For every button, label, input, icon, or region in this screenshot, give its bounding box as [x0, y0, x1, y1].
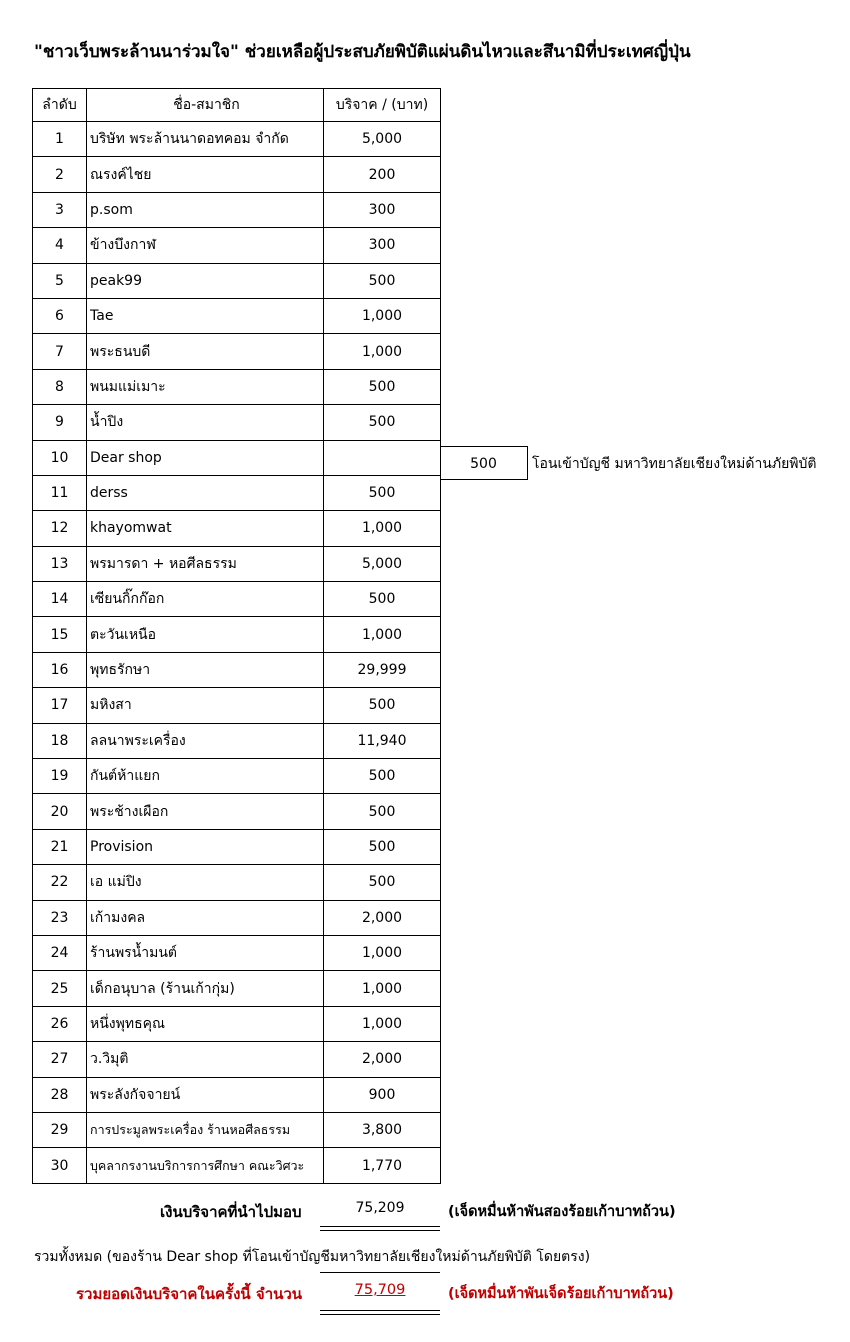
- row-name: ร้านพรน้ำมนต์: [87, 935, 324, 970]
- table-row: [33, 935, 441, 970]
- row-name: ลลนาพระเครื่อง: [87, 723, 324, 758]
- row-name: พระช้างเผือก: [87, 794, 324, 829]
- row-amount: 300: [324, 228, 441, 263]
- grand-double-rule-bottom: [320, 1314, 440, 1315]
- table-row: [33, 865, 441, 900]
- column-header-name: ชื่อ-สมาชิก: [87, 89, 324, 122]
- table-row: [33, 475, 441, 510]
- row-amount: 500: [324, 865, 441, 900]
- row-name: บุคลากรงานบริการการศึกษา คณะวิศวะ: [87, 1148, 324, 1183]
- table-row: [33, 440, 441, 475]
- row-no: 22: [33, 865, 87, 900]
- row-no: 30: [33, 1148, 87, 1183]
- table-row: [33, 1148, 441, 1183]
- dear-shop-side-amount: 500: [440, 446, 528, 480]
- row-amount: 2,000: [324, 1042, 441, 1077]
- row-name: หนึ่งพุทธคุณ: [87, 1006, 324, 1041]
- row-no: 26: [33, 1006, 87, 1041]
- table-row: [33, 900, 441, 935]
- row-amount: 500: [324, 369, 441, 404]
- row-amount: 1,000: [324, 971, 441, 1006]
- row-no: 19: [33, 759, 87, 794]
- double-rule-bottom: [320, 1230, 440, 1231]
- row-no: 18: [33, 723, 87, 758]
- row-amount: 1,770: [324, 1148, 441, 1183]
- row-name: น้ำปิง: [87, 405, 324, 440]
- row-amount: 3,800: [324, 1112, 441, 1147]
- row-amount: 500: [324, 582, 441, 617]
- table-row: [33, 617, 441, 652]
- row-no: 9: [33, 405, 87, 440]
- row-name: เอ แม่ปิง: [87, 865, 324, 900]
- row-amount: 500: [324, 263, 441, 298]
- row-amount: 1,000: [324, 298, 441, 333]
- table-row: [33, 192, 441, 227]
- row-name: Dear shop: [87, 440, 324, 475]
- row-name: Tae: [87, 298, 324, 333]
- row-no: 1: [33, 122, 87, 157]
- row-amount: 500: [324, 688, 441, 723]
- row-name: เก้ามงคล: [87, 900, 324, 935]
- row-amount: 500: [324, 475, 441, 510]
- table-row: [33, 582, 441, 617]
- double-rule-top: [320, 1226, 440, 1227]
- table-row: [33, 1042, 441, 1077]
- table-row: [33, 122, 441, 157]
- summary-words: (เจ็ดหมื่นห้าพันสองร้อยเก้าบาทถ้วน): [448, 1204, 676, 1220]
- row-amount: 1,000: [324, 935, 441, 970]
- row-name: บริษัท พระล้านนาดอทคอม จำกัด: [87, 122, 324, 157]
- donation-table: [32, 88, 441, 1184]
- row-name: ตะวันเหนือ: [87, 617, 324, 652]
- table-row: [33, 794, 441, 829]
- row-name: พุทธรักษา: [87, 652, 324, 687]
- row-no: 6: [33, 298, 87, 333]
- row-amount: 1,000: [324, 334, 441, 369]
- table-row: [33, 1006, 441, 1041]
- row-no: 20: [33, 794, 87, 829]
- table-row: [33, 157, 441, 192]
- row-name: พระธนบดี: [87, 334, 324, 369]
- row-name: ณรงค์ไชย: [87, 157, 324, 192]
- table-row: [33, 334, 441, 369]
- table-row: [33, 759, 441, 794]
- row-amount: 300: [324, 192, 441, 227]
- row-name: Provision: [87, 829, 324, 864]
- row-amount: [324, 440, 441, 475]
- table-header-row: [33, 89, 441, 122]
- table-row: [33, 652, 441, 687]
- row-amount: 900: [324, 1077, 441, 1112]
- row-amount: 1,000: [324, 1006, 441, 1041]
- row-no: 5: [33, 263, 87, 298]
- row-no: 16: [33, 652, 87, 687]
- row-amount: 500: [324, 794, 441, 829]
- row-no: 24: [33, 935, 87, 970]
- row-no: 13: [33, 546, 87, 581]
- table-row: [33, 405, 441, 440]
- table-row: [33, 1112, 441, 1147]
- dear-shop-note: รวมทั้งหมด (ของร้าน Dear shop ที่โอนเข้าบัญชีมหาวิทยาลัยเชียงใหม่ด้านภัยพิบัติ โดยตรง): [34, 1249, 591, 1265]
- row-name: กันต์ห้าแยก: [87, 759, 324, 794]
- column-header-amount: บริจาค / (บาท): [324, 89, 441, 122]
- row-amount: 2,000: [324, 900, 441, 935]
- row-name: พระลังกัจจายน์: [87, 1077, 324, 1112]
- row-amount: 500: [324, 759, 441, 794]
- row-no: 23: [33, 900, 87, 935]
- row-amount: 200: [324, 157, 441, 192]
- summary-label: เงินบริจาคที่นำไปมอบ: [160, 1203, 302, 1221]
- table-row: [33, 688, 441, 723]
- row-no: 17: [33, 688, 87, 723]
- row-name: ว.วิมุติ: [87, 1042, 324, 1077]
- table-row: [33, 511, 441, 546]
- dear-shop-side-note: โอนเข้าบัญชี มหาวิทยาลัยเชียงใหม่ด้านภัยพิบัติ: [532, 456, 817, 472]
- table-row: [33, 228, 441, 263]
- table-row: [33, 546, 441, 581]
- row-name: มหิงสา: [87, 688, 324, 723]
- row-name: derss: [87, 475, 324, 510]
- row-no: 7: [33, 334, 87, 369]
- row-no: 14: [33, 582, 87, 617]
- page-title: "ชาวเว็บพระล้านนาร่วมใจ" ช่วยเหลือผู้ประสบภัยพิบัติแผ่นดินไหวและสึนามิที่ประเทศญี่ปุ่น: [34, 42, 691, 62]
- table-row: [33, 723, 441, 758]
- row-amount: 500: [324, 405, 441, 440]
- row-amount: 500: [324, 829, 441, 864]
- table-row: [33, 971, 441, 1006]
- table-row: [33, 369, 441, 404]
- row-no: 4: [33, 228, 87, 263]
- row-no: 27: [33, 1042, 87, 1077]
- row-name: peak99: [87, 263, 324, 298]
- row-name: ข้างบึงกาฬ: [87, 228, 324, 263]
- row-no: 29: [33, 1112, 87, 1147]
- row-no: 25: [33, 971, 87, 1006]
- row-name: การประมูลพระเครื่อง ร้านหอศีลธรรม: [87, 1112, 324, 1147]
- row-name: เด็กอนุบาล (ร้านเก้ากุ่ม): [87, 971, 324, 1006]
- row-name: พรมารดา + หอศีลธรรม: [87, 546, 324, 581]
- row-amount: 11,940: [324, 723, 441, 758]
- row-no: 8: [33, 369, 87, 404]
- row-no: 15: [33, 617, 87, 652]
- grand-total-value: 75,709: [354, 1282, 406, 1298]
- row-no: 21: [33, 829, 87, 864]
- row-no: 3: [33, 192, 87, 227]
- row-amount: 5,000: [324, 122, 441, 157]
- grand-rule-top: [320, 1272, 440, 1273]
- row-no: 11: [33, 475, 87, 510]
- table-row: [33, 298, 441, 333]
- row-amount: 1,000: [324, 511, 441, 546]
- grand-double-rule-top: [320, 1310, 440, 1311]
- summary-value: 75,209: [355, 1200, 405, 1216]
- row-no: 2: [33, 157, 87, 192]
- row-amount: 1,000: [324, 617, 441, 652]
- grand-total-label: รวมยอดเงินบริจาคในครั้งนี้ จำนวน: [76, 1285, 303, 1303]
- table-row: [33, 829, 441, 864]
- column-header-no: ลำดับ: [33, 89, 87, 122]
- table-row: [33, 263, 441, 298]
- grand-total-words: (เจ็ดหมื่นห้าพันเจ็ดร้อยเก้าบาทถ้วน): [448, 1286, 674, 1302]
- row-amount: 29,999: [324, 652, 441, 687]
- row-name: p.som: [87, 192, 324, 227]
- table-row: [33, 1077, 441, 1112]
- row-no: 28: [33, 1077, 87, 1112]
- row-name: เซียนกิ๊กก๊อก: [87, 582, 324, 617]
- row-no: 10: [33, 440, 87, 475]
- row-name: khayomwat: [87, 511, 324, 546]
- row-no: 12: [33, 511, 87, 546]
- row-name: พนมแม่เมาะ: [87, 369, 324, 404]
- row-amount: 5,000: [324, 546, 441, 581]
